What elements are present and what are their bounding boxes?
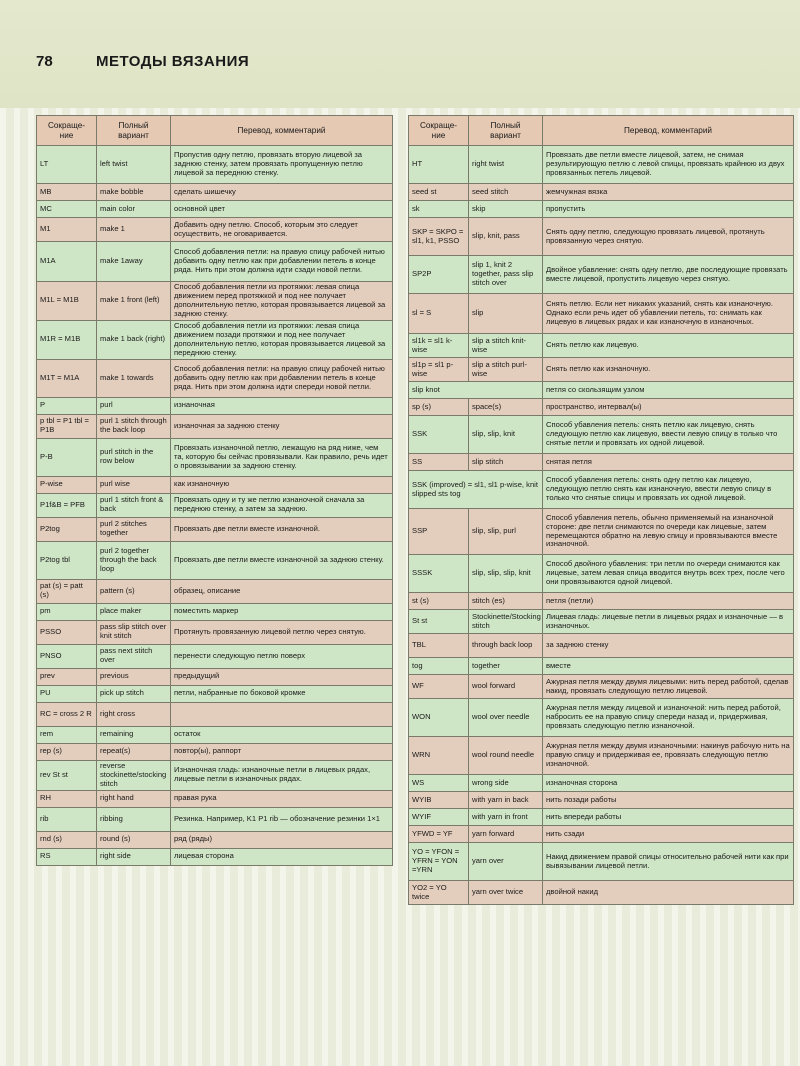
full-form-cell: wool over needle <box>469 699 543 737</box>
table-row <box>409 416 794 454</box>
translation-cell: изнаночная сторона <box>543 775 794 792</box>
translation-cell: сделать шишечку <box>171 184 393 201</box>
translation-cell: изнаночная за заднюю стенку <box>171 414 393 438</box>
table-row <box>409 881 794 905</box>
abbreviation-cell: P2tog tbl <box>37 541 97 579</box>
abbreviation-cell: M1L = M1B <box>37 282 97 321</box>
abbreviation-cell: SSK (improved) = sl1, sl1 p-wise, knit slipped sts tog <box>409 471 543 509</box>
abbreviation-cell: pat (s) = patt (s) <box>37 579 97 603</box>
full-form-cell: yarn over twice <box>469 881 543 905</box>
table-row <box>409 658 794 675</box>
full-form-cell: purl <box>97 397 171 414</box>
full-form-cell: with yarn in front <box>469 809 543 826</box>
full-form-cell: pass slip stitch over knit stitch <box>97 620 171 644</box>
table-row <box>37 414 393 438</box>
translation-cell: лицевая сторона <box>171 848 393 865</box>
table-row <box>37 184 393 201</box>
translation-cell: жемчужная вязка <box>543 184 794 201</box>
table-row <box>409 737 794 775</box>
abbreviation-cell: SSK <box>409 416 469 454</box>
full-form-cell: together <box>469 658 543 675</box>
full-form-cell: make 1away <box>97 242 171 282</box>
translation-cell: поместить маркер <box>171 603 393 620</box>
abbreviations-table-left <box>36 115 393 866</box>
full-form-cell: slip, slip, knit <box>469 416 543 454</box>
full-form-cell: make 1 towards <box>97 359 171 397</box>
translation-cell: Провязать две петли вместе изнаночной. <box>171 517 393 541</box>
table-row <box>37 668 393 685</box>
abbreviation-cell: M1T = M1A <box>37 359 97 397</box>
abbreviation-cell: WON <box>409 699 469 737</box>
table-row <box>409 201 794 218</box>
full-form-cell: through back loop <box>469 634 543 658</box>
abbreviation-cell: P1f&B = PFB <box>37 493 97 517</box>
full-form-cell: slip 1, knit 2 together, pass slip stitch over <box>469 256 543 294</box>
table-row <box>409 675 794 699</box>
table-row <box>37 790 393 807</box>
full-form-cell: yarn over <box>469 843 543 881</box>
full-form-cell: slip <box>469 294 543 334</box>
full-form-cell: purl 1 stitch through the back loop <box>97 414 171 438</box>
table-row <box>37 702 393 726</box>
abbreviation-cell: SKP = SKPO = sl1, k1, PSSO <box>409 218 469 256</box>
translation-cell: Лицевая гладь: лицевые петли в лицевых рядах и изнаночные — в изнаночных. <box>543 610 794 634</box>
translation-cell: Снять одну петлю, следующую провязать лицевой, протянуть провязанную через снятую. <box>543 218 794 256</box>
abbreviation-cell: TBL <box>409 634 469 658</box>
table-row <box>409 218 794 256</box>
translation-cell: основной цвет <box>171 201 393 218</box>
translation-cell: Ажурная петля между лицевой и изнаночной: нить перед работой, набросить ее на правую спицу спереди назад и, придерживая, провязать следующую петлю изнаночной. <box>543 699 794 737</box>
table-row <box>37 201 393 218</box>
abbreviation-cell: St st <box>409 610 469 634</box>
full-form-cell: reverse stockinette/stocking stitch <box>97 760 171 790</box>
table-row <box>37 848 393 865</box>
full-form-cell: skip <box>469 201 543 218</box>
table-row <box>37 493 393 517</box>
translation-cell: Способ добавления петли из протяжки: левая спица движением перед протяжкой и под нее получает дополнительную петлю, которая провязывается лицевой за заднюю стенку. <box>171 282 393 321</box>
translation-cell: Снять петлю как лицевую. <box>543 334 794 358</box>
full-form-cell: make 1 back (right) <box>97 320 171 359</box>
table-row <box>409 382 794 399</box>
abbreviation-cell: sl = S <box>409 294 469 334</box>
translation-cell: Ажурная петля между двумя изнаночными: накинув рабочую нить на правую спицу и придерживая ее, провязать следующую петлю изнаночной. <box>543 737 794 775</box>
abbreviation-cell: YO = YFON = YFRN = YON =YRN <box>409 843 469 881</box>
abbreviation-cell: M1 <box>37 218 97 242</box>
table-row <box>409 826 794 843</box>
table-row <box>409 634 794 658</box>
translation-cell: Способ убавления петель: снять петлю как лицевую, снять следующую петлю как лицевую, ввести левую спицу в только что снятые петли и провязать их одной лицевой. <box>543 416 794 454</box>
abbreviation-cell: RC = cross 2 R <box>37 702 97 726</box>
abbreviation-cell: WRN <box>409 737 469 775</box>
table-row <box>37 685 393 702</box>
column-header-full-form: Полный вариант <box>469 116 543 146</box>
column-header-translation: Перевод, комментарий <box>171 116 393 146</box>
table-row <box>37 218 393 242</box>
abbreviation-cell: P-wise <box>37 476 97 493</box>
table-row <box>37 807 393 831</box>
translation-cell: Способ убавления петель, обычно применяемый на изнаночной стороне: две петли снимаются по очереди как лицевые, затем перемещаются обратно на левую спицу и провязываются вместе изнаночной. <box>543 509 794 555</box>
translation-cell: снятая петля <box>543 454 794 471</box>
table-row <box>37 579 393 603</box>
abbreviation-cell: sl1p = sl1 p-wise <box>409 358 469 382</box>
translation-cell: образец, описание <box>171 579 393 603</box>
abbreviation-cell: WS <box>409 775 469 792</box>
abbreviation-cell: P <box>37 397 97 414</box>
translation-cell: Способ двойного убавления: три петли по очереди снимаются как лицевые, затем левая спица вводится внутрь всех трех, после чего они провязываются одной лицевой. <box>543 555 794 593</box>
translation-cell: перенести следующую петлю поверх <box>171 644 393 668</box>
table-row <box>37 517 393 541</box>
abbreviation-cell: M1A <box>37 242 97 282</box>
column-header-full-form: Полный вариант <box>97 116 171 146</box>
table-row <box>409 358 794 382</box>
table-row <box>37 831 393 848</box>
translation-cell: Накид движением правой спицы относительно рабочей нити как при вывязывании лицевой петли. <box>543 843 794 881</box>
translation-cell: нить сзади <box>543 826 794 843</box>
translation-cell: Добавить одну петлю. Способ, которым это следует осуществить, не оговаривается. <box>171 218 393 242</box>
abbreviation-cell: WF <box>409 675 469 699</box>
translation-cell: Способ убавления петель: снять одну петлю как лицевую, следующую петлю снять как изнаночную, ввести левую спицу в только что снятые спицы и провязать их одной лицевой. <box>543 471 794 509</box>
full-form-cell: Stockinette/Stocking stitch <box>469 610 543 634</box>
full-form-cell: make 1 <box>97 218 171 242</box>
abbreviation-cell: SSP <box>409 509 469 555</box>
table-row <box>409 454 794 471</box>
full-form-cell: repeat(s) <box>97 743 171 760</box>
translation-cell: Способ добавления петли: на правую спицу рабочей нитью добавить одну петлю как при добавлении петель в конце ряда. Нить при этом должна идти спереди новой петли. <box>171 359 393 397</box>
full-form-cell: purl wise <box>97 476 171 493</box>
abbreviation-cell: PU <box>37 685 97 702</box>
table-row <box>37 242 393 282</box>
abbreviation-cell: tog <box>409 658 469 675</box>
abbreviation-cell: LT <box>37 146 97 184</box>
abbreviation-cell: prev <box>37 668 97 685</box>
full-form-cell: wool forward <box>469 675 543 699</box>
abbreviation-cell: slip knot <box>409 382 543 399</box>
full-form-cell: previous <box>97 668 171 685</box>
full-form-cell: pattern (s) <box>97 579 171 603</box>
abbreviation-cell: rev St st <box>37 760 97 790</box>
abbreviation-cell: RH <box>37 790 97 807</box>
abbreviation-cell: sp (s) <box>409 399 469 416</box>
abbreviation-cell: PNSO <box>37 644 97 668</box>
full-form-cell: round (s) <box>97 831 171 848</box>
translation-cell: Протянуть провязанную лицевой петлю через снятую. <box>171 620 393 644</box>
table-row <box>409 843 794 881</box>
translation-cell: двойной накид <box>543 881 794 905</box>
abbreviation-cell: P-B <box>37 438 97 476</box>
table-row <box>409 809 794 826</box>
table-row <box>37 320 393 359</box>
full-form-cell: space(s) <box>469 399 543 416</box>
translation-cell: Провязать одну и ту же петлю изнаночной сначала за переднюю стенку, а затем за заднюю. <box>171 493 393 517</box>
translation-cell: Ажурная петля между двумя лицевыми: нить перед работой, сделав накид, провязать следующую петлю лицевой. <box>543 675 794 699</box>
translation-cell: нить позади работы <box>543 792 794 809</box>
abbreviation-cell: WYIF <box>409 809 469 826</box>
table-row <box>37 743 393 760</box>
full-form-cell: right cross <box>97 702 171 726</box>
full-form-cell: purl 2 stitches together <box>97 517 171 541</box>
table-row <box>409 256 794 294</box>
translation-cell <box>171 702 393 726</box>
abbreviation-cell: rem <box>37 726 97 743</box>
table-row <box>409 509 794 555</box>
translation-cell: ряд (ряды) <box>171 831 393 848</box>
page-number: 78 <box>36 53 53 70</box>
translation-cell: петля со скользящим узлом <box>543 382 794 399</box>
abbreviation-cell: sk <box>409 201 469 218</box>
abbreviation-cell: MB <box>37 184 97 201</box>
full-form-cell: place maker <box>97 603 171 620</box>
table-row <box>409 775 794 792</box>
table-row <box>409 555 794 593</box>
translation-cell: Двойное убавление: снять одну петлю, две последующие провязать вместе лицевой, пропустить лицевую через снятую. <box>543 256 794 294</box>
full-form-cell: purl stitch in the row below <box>97 438 171 476</box>
full-form-cell: pass next stitch over <box>97 644 171 668</box>
page-header <box>0 0 800 108</box>
abbreviation-cell: P2tog <box>37 517 97 541</box>
table-row <box>409 610 794 634</box>
translation-cell: петли, набранные по боковой кромке <box>171 685 393 702</box>
abbreviations-table-right <box>408 115 794 905</box>
full-form-cell: left twist <box>97 146 171 184</box>
table-row <box>409 593 794 610</box>
table-row <box>37 438 393 476</box>
table-row <box>37 760 393 790</box>
table-row <box>37 644 393 668</box>
abbreviation-cell: PSSO <box>37 620 97 644</box>
abbreviation-cell: rnd (s) <box>37 831 97 848</box>
abbreviation-cell: M1R = M1B <box>37 320 97 359</box>
translation-cell: Провязать две петли вместе изнаночной за заднюю стенку. <box>171 541 393 579</box>
translation-cell: Способ добавления петли: на правую спицу рабочей нитью добавить одну петлю как при добавлении петель в конце ряда. Нить при этом должна идти сзади новой петли. <box>171 242 393 282</box>
column-header-abbreviation: Сокраще- ние <box>409 116 469 146</box>
abbreviation-cell: pm <box>37 603 97 620</box>
translation-cell: Резинка. Например, K1 P1 rib — обозначение резинки 1×1 <box>171 807 393 831</box>
translation-cell: правая рука <box>171 790 393 807</box>
abbreviation-cell: YO2 = YO twice <box>409 881 469 905</box>
translation-cell: Провязать изнаночной петлю, лежащую на ряд ниже, чем та, которую бы сейчас провязывали. Как правило, речь идет о провязывании за заднюю стенку. <box>171 438 393 476</box>
abbreviation-cell: SS <box>409 454 469 471</box>
translation-cell: нить впереди работы <box>543 809 794 826</box>
abbreviation-cell: RS <box>37 848 97 865</box>
table-row <box>37 359 393 397</box>
abbreviation-cell: MC <box>37 201 97 218</box>
table-row <box>37 476 393 493</box>
abbreviation-cell: sl1k = sl1 k-wise <box>409 334 469 358</box>
translation-cell: Изнаночная гладь: изнаночные петли в лицевых рядах, лицевые петли в изнаночных рядах. <box>171 760 393 790</box>
full-form-cell: make bobble <box>97 184 171 201</box>
full-form-cell: stitch (es) <box>469 593 543 610</box>
table-row <box>409 792 794 809</box>
full-form-cell: slip a stitch purl-wise <box>469 358 543 382</box>
table-row <box>37 146 393 184</box>
abbreviation-cell: p tbl = P1 tbl = P1B <box>37 414 97 438</box>
full-form-cell: slip a stitch knit-wise <box>469 334 543 358</box>
table-row <box>37 541 393 579</box>
full-form-cell: pick up stitch <box>97 685 171 702</box>
full-form-cell: slip, slip, purl <box>469 509 543 555</box>
table-row <box>409 184 794 201</box>
table-row <box>409 399 794 416</box>
full-form-cell: right hand <box>97 790 171 807</box>
abbreviation-cell: st (s) <box>409 593 469 610</box>
translation-cell: за заднюю стенку <box>543 634 794 658</box>
column-header-abbreviation: Сокраще- ние <box>37 116 97 146</box>
translation-cell: пропустить <box>543 201 794 218</box>
full-form-cell: wrong side <box>469 775 543 792</box>
table-row <box>409 146 794 184</box>
table-row <box>37 397 393 414</box>
abbreviation-cell: WYIB <box>409 792 469 809</box>
full-form-cell: yarn forward <box>469 826 543 843</box>
translation-cell: пространство, интервал(ы) <box>543 399 794 416</box>
full-form-cell: right side <box>97 848 171 865</box>
translation-cell: Провязать две петли вместе лицевой, затем, не снимая результирующую петлю с левой спицы, провязать крайнюю из двух провязанных петель лицевой. <box>543 146 794 184</box>
full-form-cell: seed stitch <box>469 184 543 201</box>
abbreviation-cell: seed st <box>409 184 469 201</box>
full-form-cell: slip stitch <box>469 454 543 471</box>
table-row <box>37 282 393 321</box>
full-form-cell: main color <box>97 201 171 218</box>
translation-cell: повтор(ы), раппорт <box>171 743 393 760</box>
table-row <box>37 726 393 743</box>
translation-cell: изнаночная <box>171 397 393 414</box>
translation-cell: вместе <box>543 658 794 675</box>
abbreviation-cell: SSSK <box>409 555 469 593</box>
full-form-cell: make 1 front (left) <box>97 282 171 321</box>
translation-cell: петля (петли) <box>543 593 794 610</box>
translation-cell: остаток <box>171 726 393 743</box>
table-row <box>409 334 794 358</box>
translation-cell: Снять петлю. Если нет никаких указаний, снять как изнаночную. Однако если речь идет об убавлении петель, то: снимать как лицевую в лицевых рядах и как изнаночную в изнаночных. <box>543 294 794 334</box>
full-form-cell: wool round needle <box>469 737 543 775</box>
translation-cell: Способ добавления петли из протяжки: левая спица движением позади протяжки и под нее получает дополнительную петлю, которая провязывается лицевой за переднюю стенку. <box>171 320 393 359</box>
table-row <box>409 294 794 334</box>
table-row <box>409 471 794 509</box>
abbreviation-cell: rep (s) <box>37 743 97 760</box>
full-form-cell: slip, slip, slip, knit <box>469 555 543 593</box>
translation-cell: Пропустив одну петлю, провязать вторую лицевой за заднюю стенку, затем провязать пропущенную петлю лицевой за переднюю стенку. <box>171 146 393 184</box>
translation-cell: как изнаночную <box>171 476 393 493</box>
full-form-cell: purl 1 stitch front & back <box>97 493 171 517</box>
table-row <box>409 699 794 737</box>
abbreviation-cell: HT <box>409 146 469 184</box>
table-row <box>37 620 393 644</box>
full-form-cell: with yarn in back <box>469 792 543 809</box>
full-form-cell: remaining <box>97 726 171 743</box>
translation-cell: предыдущий <box>171 668 393 685</box>
full-form-cell: right twist <box>469 146 543 184</box>
abbreviation-cell: YFWD = YF <box>409 826 469 843</box>
column-header-translation: Перевод, комментарий <box>543 116 794 146</box>
full-form-cell: purl 2 together through the back loop <box>97 541 171 579</box>
full-form-cell: ribbing <box>97 807 171 831</box>
page-title: МЕТОДЫ ВЯЗАНИЯ <box>96 53 250 70</box>
abbreviation-cell: rib <box>37 807 97 831</box>
full-form-cell: slip, knit, pass <box>469 218 543 256</box>
translation-cell: Снять петлю как изнаночную. <box>543 358 794 382</box>
table-row <box>37 603 393 620</box>
abbreviation-cell: SP2P <box>409 256 469 294</box>
